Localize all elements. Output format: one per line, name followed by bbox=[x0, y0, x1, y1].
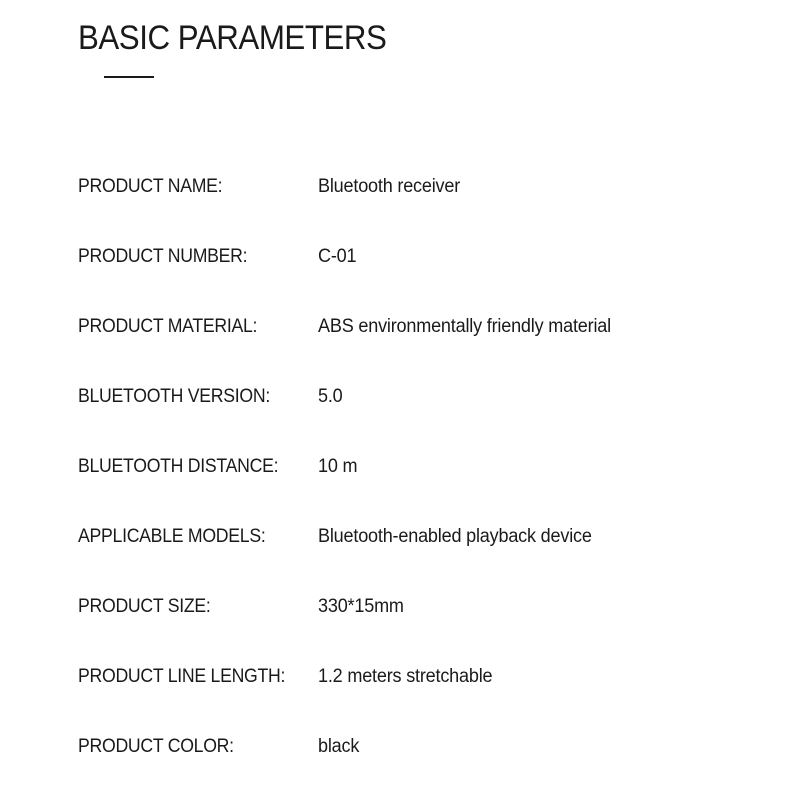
parameter-label: BLUETOOTH DISTANCE: bbox=[78, 456, 279, 477]
parameter-label: PRODUCT COLOR: bbox=[78, 736, 234, 757]
parameter-row-applicable-models bbox=[78, 502, 758, 572]
parameter-value: 10 m bbox=[318, 456, 358, 477]
parameter-label: PRODUCT LINE LENGTH: bbox=[78, 666, 286, 687]
parameter-row-bluetooth-version bbox=[78, 362, 758, 432]
parameter-value: 330*15mm bbox=[318, 596, 404, 617]
parameter-label: PRODUCT NAME: bbox=[78, 176, 223, 197]
parameter-row-product-material bbox=[78, 292, 758, 362]
parameter-label: PRODUCT MATERIAL: bbox=[78, 316, 258, 337]
parameter-label: BLUETOOTH VERSION: bbox=[78, 386, 271, 407]
parameter-value: Bluetooth-enabled playback device bbox=[318, 526, 592, 547]
title-underline-divider bbox=[104, 76, 154, 78]
parameter-label: PRODUCT SIZE: bbox=[78, 596, 211, 617]
parameter-value: black bbox=[318, 736, 360, 757]
parameter-row-bluetooth-distance bbox=[78, 432, 758, 502]
parameter-value: 1.2 meters stretchable bbox=[318, 666, 493, 687]
parameter-row-product-color bbox=[78, 712, 758, 782]
parameter-value: 5.0 bbox=[318, 386, 343, 407]
parameter-row-product-number bbox=[78, 222, 758, 292]
parameter-value: Bluetooth receiver bbox=[318, 176, 461, 197]
parameter-row-product-line-length bbox=[78, 642, 758, 712]
parameter-value: C-01 bbox=[318, 246, 357, 267]
parameter-label: PRODUCT NUMBER: bbox=[78, 246, 248, 267]
page-title: BASIC PARAMETERS bbox=[78, 19, 387, 57]
parameter-label: APPLICABLE MODELS: bbox=[78, 526, 266, 547]
parameter-value: ABS environmentally friendly material bbox=[318, 316, 611, 337]
parameter-row-product-name bbox=[78, 152, 758, 222]
parameter-row-product-size bbox=[78, 572, 758, 642]
parameters-list bbox=[78, 152, 758, 782]
